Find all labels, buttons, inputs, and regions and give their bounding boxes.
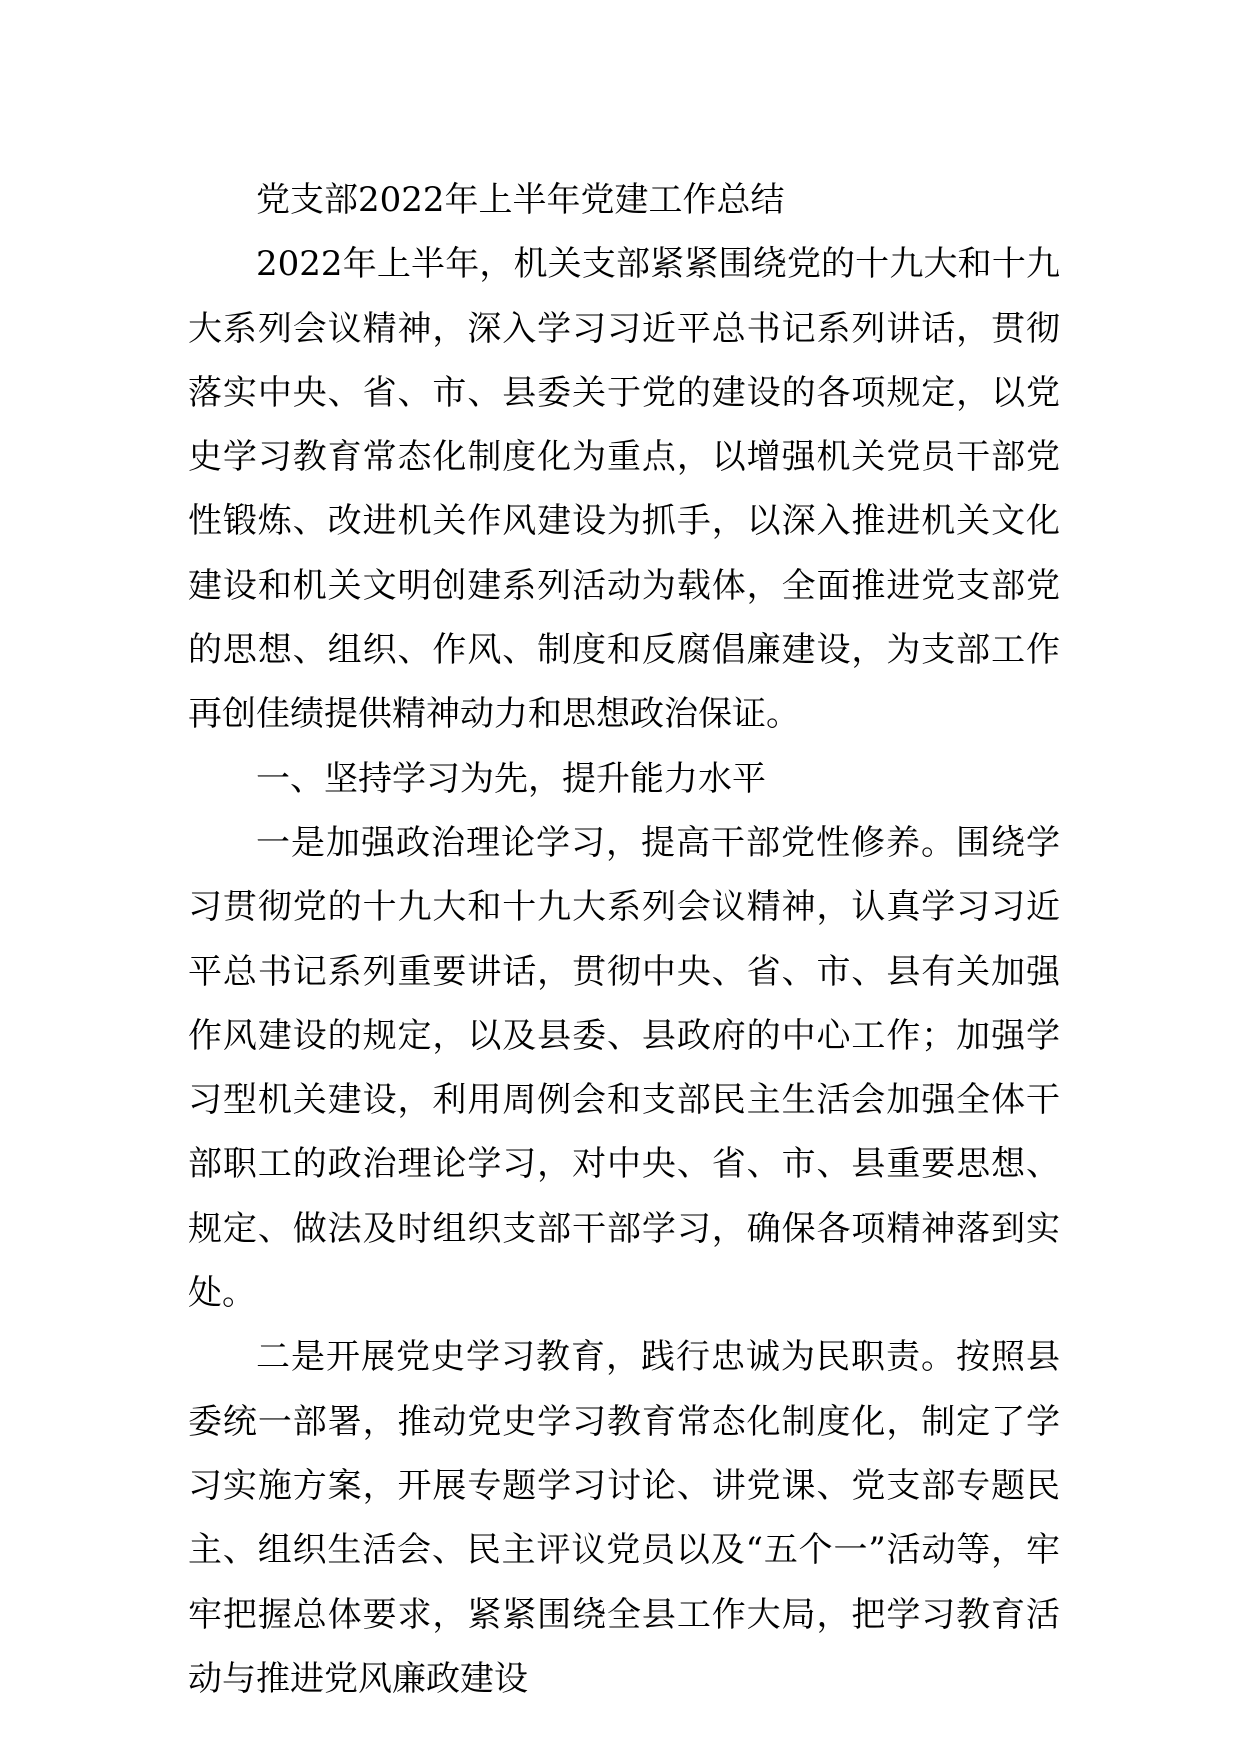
paragraph-party-history: 二是开展党史学习教育，践行忠诚为民职责。按照县委统一部署，推动党史学习教育常态化制度化，制定了学习实施方案，开展专题学习讨论、讲党课、党支部专题民主、组织生活会、民主评议党员以及“五个一”活动等，牢牢把握总体要求，紧紧围绕全县工作大局，把学习教育活动与推进党风廉政建设	[188, 1337, 1060, 1699]
paragraph-intro: 2022年上半年，机关支部紧紧围绕党的十九大和十九大系列会议精神，深入学习习近平总书记系列讲话，贯彻落实中央、省、市、县委关于党的建设的各项规定，以党史学习教育常态化制度化为重点，以增强机关党员干部党性锻炼、改进机关作风建设为抓手，以深入推进机关文化建设和机关文明创建系列活动为载体，全面推进党支部党的思想、组织、作风、制度和反腐倡廉建设，为支部工作再创佳绩提供精神动力和思想政治保证。	[188, 244, 1060, 735]
document-title: 党支部2022年上半年党建工作总结	[256, 180, 785, 220]
paragraph-political-study: 一是加强政治理论学习，提高干部党性修养。围绕学习贯彻党的十九大和十九大系列会议精神，认真学习习近平总书记系列重要讲话，贯彻中央、省、市、县有关加强作风建设的规定，以及县委、县政府的中心工作；加强学习型机关建设，利用周例会和支部民主生活会加强全体干部职工的政治理论学习，对中央、省、市、县重要思想、规定、做法及时组织支部干部学习，确保各项精神落到实处。	[188, 822, 1060, 1314]
section-heading-1: 一、坚持学习为先，提升能力水平	[256, 758, 766, 799]
document-body	[188, 168, 1060, 1711]
